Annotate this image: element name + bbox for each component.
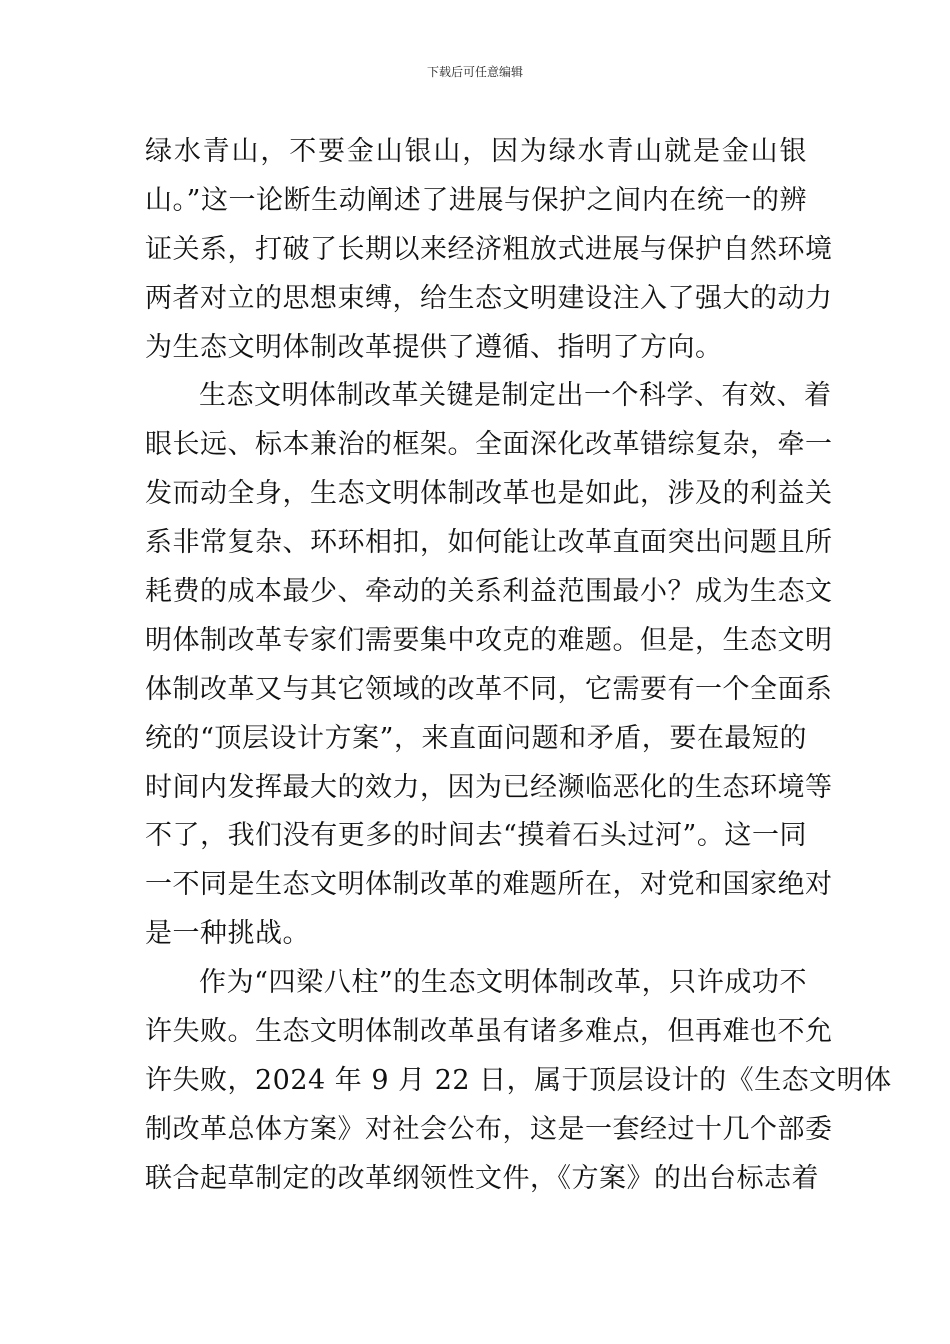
paragraph-2 [145,372,833,959]
text-line: 绿水青山，不要金山银山，因为绿水青山就是金山银 [145,136,807,167]
text-line: 体制改革又与其它领域的改革不同，它需要有一个全面系 [145,673,833,705]
text-line: 作为“四梁八柱”的生态文明体制改革，只许成功不 [199,967,807,999]
text-line: 许失败。生态文明体制改革虽有诸多难点，但再难也不允 [145,1016,833,1048]
text-line: 时间内发挥最大的效力，因为已经濒临恶化的生态环境等 [145,771,833,803]
text-line: 一不同是生态文明体制改革的难题所在，对党和国家绝对 [145,869,833,901]
text-line: 统的“顶层设计方案”，来直面问题和矛盾，要在最短的 [145,722,807,754]
text-line: 眼长远、标本兼治的框架。全面深化改革错综复杂，牵一 [145,429,833,461]
text-line: 耗费的成本最少、牵动的关系利益范围最小？成为生态文 [145,576,833,608]
text-line: 明体制改革专家们需要集中攻克的难题。但是，生态文明 [145,624,833,656]
text-line: 发而动全身，生态文明体制改革也是如此，涉及的利益关 [145,478,833,510]
text-line: 联合起草制定的改革纲领性文件，《方案》的出台标志着 [145,1162,819,1194]
text-line: 是一种挑战。 [145,918,310,950]
text-line: 制改革总体方案》对社会公布，这是一套经过十几个部委 [145,1113,833,1145]
text-line: 系非常复杂、环环相扣，如何能让改革直面突出问题且所 [145,527,833,559]
text-line: 不了，我们没有更多的时间去“摸着石头过河”。这一同 [145,820,807,852]
text-line: 证关系，打破了长期以来经济粗放式进展与保护自然环境 [145,233,833,265]
text-line: 为生态文明体制改革提供了遵循、指明了方向。 [145,331,723,363]
text-line: 两者对立的思想束缚，给生态文明建设注入了强大的动力 [145,282,833,314]
text-line: 生态文明体制改革关键是制定出一个科学、有效、着 [199,380,832,412]
document-body [145,128,892,1204]
text-line: 许失败，2024 年 9 月 22 日，属于顶层设计的《生态文明体 [145,1064,892,1096]
page-header: 下载后可任意编辑 [426,65,523,79]
paragraph-1 [145,128,833,372]
text-line: 山。”这一论断生动阐述了进展与保护之间内在统一的辨 [145,184,807,216]
paragraph-3 [145,959,892,1203]
